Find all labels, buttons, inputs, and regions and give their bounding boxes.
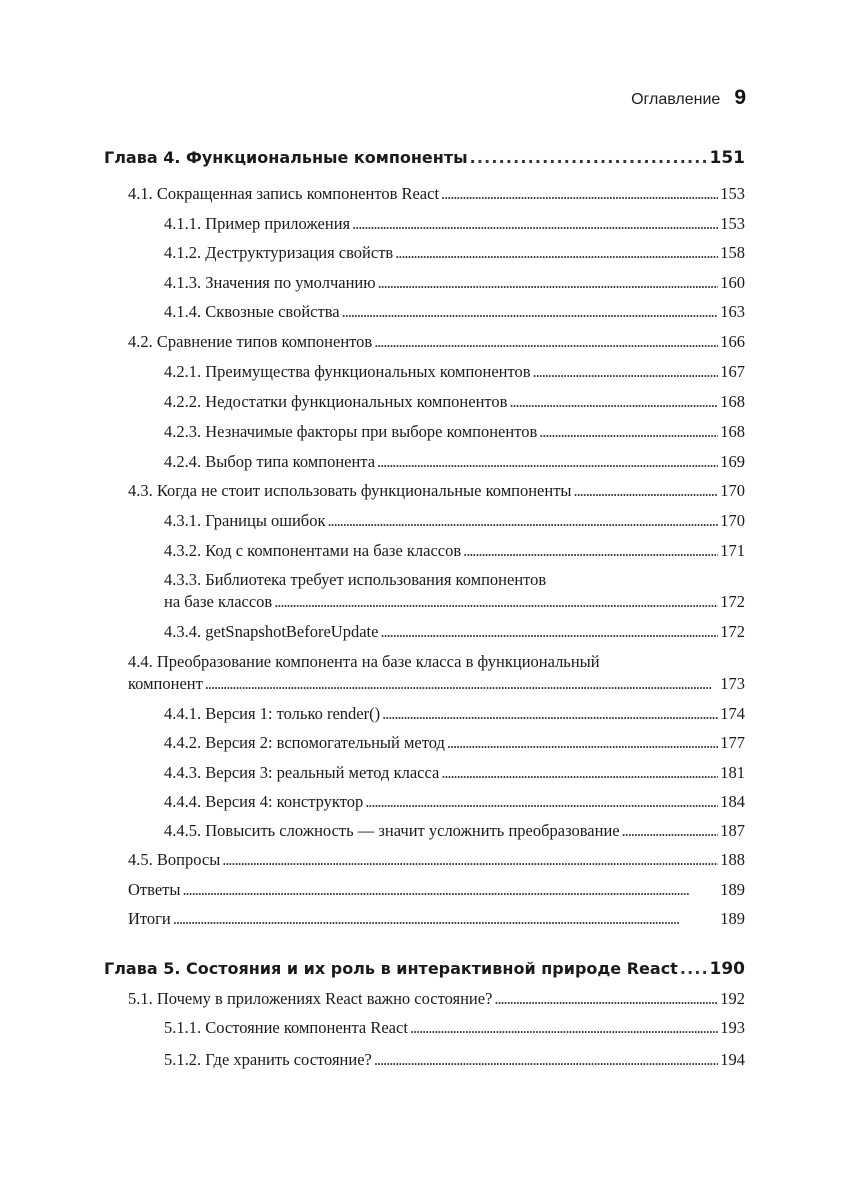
toc-section-4-5[interactable]	[104, 849, 745, 871]
toc-entry-title: 4.4.5. Повысить сложность — значит усложнить преобразование	[164, 821, 620, 840]
dot-leader	[222, 849, 718, 871]
dot-leader	[574, 480, 719, 502]
dot-leader	[441, 762, 718, 784]
toc-entry-page: 160	[720, 273, 745, 292]
dot-leader	[327, 510, 718, 532]
toc-section-5-1[interactable]	[104, 988, 745, 1010]
toc-entry-title: 4.4.4. Версия 4: конструктор	[164, 792, 364, 811]
toc-entry-page: 173	[720, 674, 745, 693]
toc-entry-page: 163	[720, 302, 745, 321]
toc-subsection-4-3-4[interactable]	[104, 621, 745, 643]
toc-subsection-4-3-1[interactable]	[104, 510, 745, 532]
dot-leader	[509, 391, 718, 413]
dot-leader	[622, 820, 719, 842]
toc-entry-page: 174	[720, 704, 745, 723]
toc-entry-page: 192	[720, 989, 745, 1008]
dot-leader	[680, 958, 708, 980]
dot-leader	[352, 213, 718, 235]
dot-leader	[539, 421, 718, 443]
toc-entry-title: 4.1.1. Пример приложения	[164, 214, 351, 233]
toc-subsection-4-2-2[interactable]	[104, 391, 745, 413]
toc-entry-page: 172	[720, 592, 745, 611]
toc-entry-title: 4.4.3. Версия 3: реальный метод класса	[164, 763, 440, 782]
toc-entry-title: 4.3. Когда не стоит использовать функциональные компоненты	[128, 481, 572, 500]
toc-entry-title: 4.1.2. Деструктуризация свойств	[164, 243, 394, 262]
toc-subsection-4-1-4[interactable]	[104, 301, 745, 323]
toc-subsection-4-4-2[interactable]	[104, 732, 745, 754]
toc-entry-page: 187	[720, 821, 745, 840]
toc-subsection-4-1-2[interactable]	[104, 242, 745, 264]
dot-leader	[274, 591, 718, 613]
toc-entry-title: Итоги	[128, 909, 171, 928]
toc-entry-page: 153	[720, 214, 745, 233]
toc-entry-page: 181	[720, 763, 745, 782]
toc-section-4-1[interactable]	[104, 183, 745, 205]
toc-entry-page: 169	[720, 452, 745, 471]
toc-section-4-2[interactable]	[104, 331, 745, 353]
dot-leader	[382, 703, 718, 725]
toc-subsection-5-1-2[interactable]	[104, 1049, 745, 1071]
toc-entry-second-line	[128, 673, 745, 695]
toc-chapter-4[interactable]	[104, 147, 745, 169]
toc-entry-page: 172	[720, 622, 745, 641]
toc-entry-title-line1: 4.3.3. Библиотека требует использования компонентов	[164, 570, 547, 589]
toc-entry-page: 151	[709, 148, 745, 168]
dot-leader	[533, 361, 719, 383]
toc-entry-title: 4.4.1. Версия 1: только render()	[164, 704, 381, 723]
toc-summary[interactable]	[104, 908, 745, 930]
toc-subsection-4-4-3[interactable]	[104, 762, 745, 784]
toc-entry-title: 5.1.2. Где хранить состояние?	[164, 1050, 372, 1069]
toc-entry-page: 189	[720, 909, 745, 928]
toc-subsection-4-4-1[interactable]	[104, 703, 745, 725]
toc-entry-page: 168	[720, 392, 745, 411]
toc-entry-page: 190	[709, 959, 745, 979]
toc-answers[interactable]	[104, 879, 745, 901]
toc-entry-title: Глава 4. Функциональные компоненты	[104, 148, 468, 167]
dot-leader	[342, 301, 719, 323]
toc-entry-title: 4.1.3. Значения по умолчанию	[164, 273, 376, 292]
toc-entry-title: 4.2.4. Выбор типа компонента	[164, 452, 376, 471]
dot-leader	[395, 242, 718, 264]
toc-entry-title: 4.2.2. Недостатки функциональных компонентов	[164, 392, 508, 411]
dot-leader	[377, 451, 718, 473]
toc-entry-title: 4.3.4. getSnapshotBeforeUpdate	[164, 622, 379, 641]
toc-entry-page: 153	[720, 184, 745, 203]
dot-leader	[205, 673, 718, 695]
toc-entry-page: 170	[720, 511, 745, 530]
toc-entry-page: 184	[720, 792, 745, 811]
dot-leader	[182, 879, 718, 901]
dot-leader	[463, 540, 718, 562]
toc-chapter-5[interactable]	[104, 958, 745, 980]
toc-entry-page: 170	[720, 481, 745, 500]
toc-entry-second-line	[164, 591, 745, 613]
toc-entry-page: 194	[720, 1050, 745, 1069]
toc-entry-title-line2: на базе классов	[164, 592, 273, 611]
toc-subsection-4-1-3[interactable]	[104, 272, 745, 294]
toc-entry-title: 4.1.4. Сквозные свойства	[164, 302, 340, 321]
dot-leader	[410, 1017, 718, 1039]
dot-leader	[378, 272, 719, 294]
toc-subsection-4-2-1[interactable]	[104, 361, 745, 383]
toc-entry-title: Ответы	[128, 880, 181, 899]
dot-leader	[441, 183, 718, 205]
dot-leader	[173, 908, 718, 930]
toc-entry-page: 189	[720, 880, 745, 899]
toc-entry-title: 5.1.1. Состояние компонента React	[164, 1018, 408, 1037]
dot-leader	[374, 331, 718, 353]
toc-entry-page: 193	[720, 1018, 745, 1037]
toc-entry-title: 4.2.1. Преимущества функциональных компонентов	[164, 362, 531, 381]
toc-subsection-4-2-3[interactable]	[104, 421, 745, 443]
toc-entry-title: Глава 5. Состояния и их роль в интерактивной природе React	[104, 959, 678, 978]
toc-subsection-4-1-1[interactable]	[104, 213, 745, 235]
toc-entry-title: 4.3.1. Границы ошибок	[164, 511, 326, 530]
toc-entry-page: 177	[720, 733, 745, 752]
dot-leader	[365, 791, 718, 813]
toc-entry-title: 4.2.3. Незначимые факторы при выборе компонентов	[164, 422, 538, 441]
toc-entry-page: 168	[720, 422, 745, 441]
toc-entry-page: 167	[720, 362, 745, 381]
toc-entry-page: 171	[720, 541, 745, 560]
toc-subsection-4-4-5[interactable]	[104, 820, 745, 842]
running-head	[631, 86, 746, 110]
toc-entry-title: 5.1. Почему в приложениях React важно состояние?	[128, 989, 493, 1008]
toc-subsection-5-1-1[interactable]	[104, 1017, 745, 1039]
dot-leader	[494, 988, 718, 1010]
toc-entry-page: 158	[720, 243, 745, 262]
page-number: 9	[734, 86, 746, 109]
toc-entry-title-line1: 4.4. Преобразование компонента на базе класса в функциональный	[128, 652, 600, 671]
dot-leader	[447, 732, 718, 754]
toc-entry-title: 4.2. Сравнение типов компонентов	[128, 332, 373, 351]
dot-leader	[380, 621, 718, 643]
toc-entry-title: 4.5. Вопросы	[128, 850, 221, 869]
toc-entry-title: 4.1. Сокращенная запись компонентов React	[128, 184, 440, 203]
dot-leader	[470, 147, 708, 169]
toc-entry-title: 4.3.2. Код с компонентами на базе классов	[164, 541, 462, 560]
running-title: Оглавление	[631, 91, 721, 108]
toc-subsection-4-3-2[interactable]	[104, 540, 745, 562]
toc-section-4-3[interactable]	[104, 480, 745, 502]
dot-leader	[374, 1049, 718, 1071]
toc-subsection-4-2-4[interactable]	[104, 451, 745, 473]
toc-subsection-4-4-4[interactable]	[104, 791, 745, 813]
toc-entry-page: 188	[720, 850, 745, 869]
toc-section-4-4[interactable]	[104, 651, 745, 695]
toc-subsection-4-3-3[interactable]	[104, 569, 745, 613]
toc-entry-title: 4.4.2. Версия 2: вспомогательный метод	[164, 733, 445, 752]
toc-entry-title-line2: компонент	[128, 674, 203, 693]
toc-entry-page: 166	[720, 332, 745, 351]
